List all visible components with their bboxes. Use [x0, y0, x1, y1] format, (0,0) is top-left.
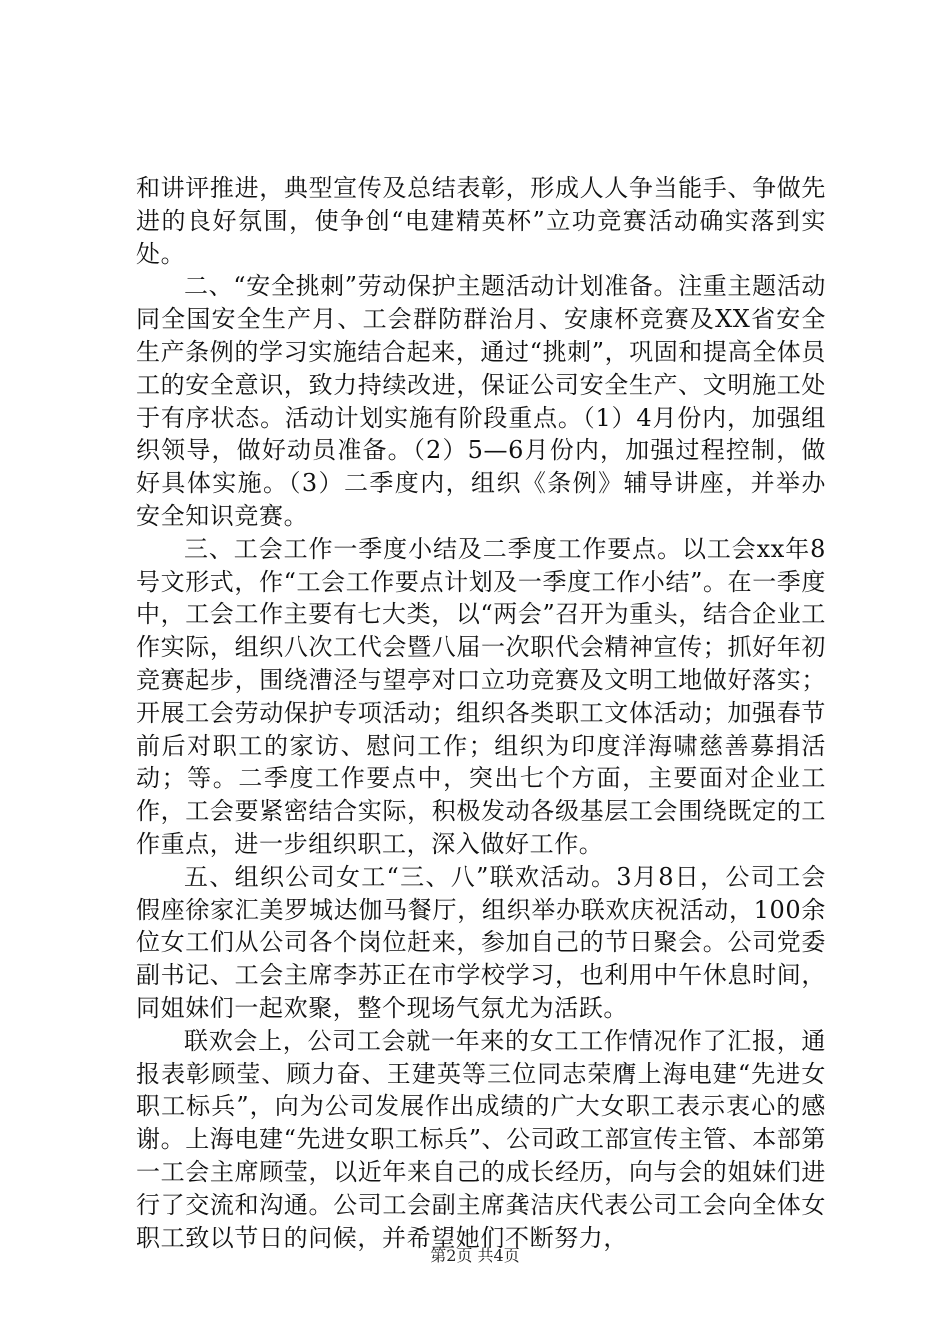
paragraph-2: 二、“安全挑刺”劳动保护主题活动计划准备。注重主题活动同全国安全生产月、工会群防群治月、安康杯竞赛及XX省安全生产条例的学习实施结合起来，通过“挑刺”，巩固和提高全体员工的安全意识，致力持续改进，保证公司安全生产、文明施工处于有序状态。活动计划实施有阶段重点。（1）4月份内，加强组织领导，做好动员准备。（2）5—6月份内，加强过程控制，做好具体实施。（3）二季度内，组织《条例》辅导讲座，并举办安全知识竞赛。 — [136, 272, 826, 530]
page-number-footer: 第2页 共4页 — [430, 1246, 520, 1265]
paragraph-5: 联欢会上，公司工会就一年来的女工工作情况作了汇报，通报表彰顾莹、顾力奋、王建英等三位同志荣膺上海电建“先进女职工标兵”，向为公司发展作出成绩的广大女职工表示衷心的感谢。上海电建“先进女职工标兵”、公司政工部宣传主管、本部第一工会主席顾莹，以近年来自己的成长经历，向与会的姐妹们进行了交流和沟通。公司工会副主席龚洁庆代表公司工会向全体女职工致以节日的问候，并希望她们不断努力， — [136, 1026, 826, 1252]
paragraph-1: 和讲评推进，典型宣传及总结表彰，形成人人争当能手、争做先进的良好氛围，使争创“电建精英杯”立功竞赛活动确实落到实处。 — [136, 174, 826, 268]
paragraph-3: 三、工会工作一季度小结及二季度工作要点。以工会xx年8号文形式，作“工会工作要点计划及一季度工作小结”。在一季度中，工会工作主要有七大类，以“两会”召开为重头，结合企业工作实际，组织八次工代会暨八届一次职代会精神宣传；抓好年初竞赛起步，围绕漕泾与望亭对口立功竞赛及文明工地做好落实；开展工会劳动保护专项活动；组织各类职工文体活动；加强春节前后对职工的家访、慰问工作；组织为印度洋海啸慈善募捐活动；等。二季度工作要点中，突出七个方面，主要面对企业工作，工会要紧密结合实际，积极发动各级基层工会围绕既定的工作重点，进一步组织职工，深入做好工作。 — [136, 534, 826, 858]
document-body — [136, 172, 826, 1254]
paragraph-4: 五、组织公司女工“三、八”联欢活动。3月8日，公司工会假座徐家汇美罗城达伽马餐厅，组织举办联欢庆祝活动，100余位女工们从公司各个岗位赶来，参加自己的节日聚会。公司党委副书记、工会主席李苏正在市学校学习，也利用中午休息时间，同姐妹们一起欢聚，整个现场气氛尤为活跃。 — [136, 862, 826, 1022]
